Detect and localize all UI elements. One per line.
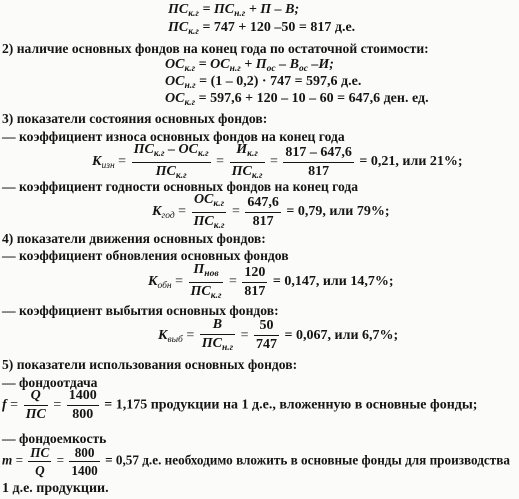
formula-k-obn: $К_{обн}$ = $\frac{П_{нов}}{ПС_{к.г}}$ = $\frac{120}{817}$ = 0,147, или 14,7%; bbox=[148, 262, 394, 301]
formula-oc-kg-general: $ОС_{к.г} = ОС_{н.г} + П_{ос} - В_{ос}$ –И; bbox=[165, 57, 334, 74]
fraction: $\frac{120}{817}$ bbox=[244, 264, 266, 299]
item-capital-intensity: — фондоемкость bbox=[2, 431, 107, 446]
section-heading-3: 3) показатели состояния основных фондов: bbox=[2, 111, 268, 126]
last-line: 1 д.е. продукции. bbox=[2, 481, 109, 496]
section-heading-5: 5) показатели использования основных фондов: bbox=[2, 357, 298, 372]
formula-k-vyb: $К_{выб}$ = $\frac{В}{ПС_{н.г}}$ = $\frac{50}{747}$ = 0,067, или 6,7%; bbox=[158, 317, 399, 353]
formula-fondoemkost: m = $\frac{ПС}{Q}$ = $\frac{800}{1400}$ = 0,57 д.е. необходимо вложить в основные фонды для производства bbox=[2, 445, 510, 479]
formula-fondootdacha: f = $\frac{Q}{ПС}$ = $\frac{1400}{800}$ = 1,175 продукции на 1 д.е., вложенную в основные фонды; bbox=[2, 388, 478, 422]
section-heading-2: 2) наличие основных фондов на конец года по остаточной стоимости: bbox=[2, 41, 429, 56]
fraction: $\frac{647,6}{817}$ bbox=[247, 194, 279, 229]
fraction: $\frac{ОС_{к.г}}{ПС_{к.г}}$ bbox=[193, 192, 225, 231]
formula-ps-kg-value: $ПС_{к.г} = 747 + 120$ –50 = 817 д.е. bbox=[168, 20, 356, 37]
formula-oc-kg-value: $ОС_{к.г} = 597,6 + 120 - 10 - 60 = 647,6$ ден. ед. bbox=[165, 91, 429, 108]
fraction: $\frac{800}{1400}$ bbox=[71, 445, 98, 479]
formula-k-izn: $К_{изн}$ = $\frac{ПС_{к.г} - ОС_{к.г}}{ПС_{к.г}}$ = $\frac{И_{к.г}}{ПС_{к.г}}$ = $\frac{817 - 647,6}{817}$ = 0,21, или 21%; bbox=[92, 142, 463, 181]
item-wear-coefficient: — коэффициент износа основных фондов на конец года bbox=[2, 129, 345, 144]
item-disposal-coefficient: — коэффициент выбытия основных фондов: bbox=[2, 303, 279, 318]
item-capital-productivity: — фондоотдача bbox=[2, 375, 98, 390]
item-renewal-coefficient: — коэффициент обновления основных фондов bbox=[2, 248, 289, 263]
fraction: $\frac{50}{747}$ bbox=[256, 318, 278, 353]
formula-oc-ng-value: $ОС_{н.г} = (1 - 0,2) \cdot 747 = 597,6$ д.е. bbox=[165, 74, 362, 91]
item-usability-coefficient: — коэффициент годности основных фондов на конец года bbox=[2, 179, 359, 194]
section-heading-4: 4) показатели движения основных фондов: bbox=[2, 231, 266, 246]
fraction: $\frac{Q}{ПС}$ bbox=[25, 388, 46, 422]
fraction: $\frac{817 - 647,6}{817}$ bbox=[285, 144, 352, 179]
fraction: $\frac{И_{к.г}}{ПС_{к.г}}$ bbox=[231, 142, 263, 181]
fraction: $\frac{ПС}{Q}$ bbox=[30, 445, 50, 479]
fraction: $\frac{П_{нов}}{ПС_{к.г}}$ bbox=[190, 262, 222, 301]
fraction: $\frac{В}{ПС_{н.г}}$ bbox=[201, 317, 234, 353]
formula-ps-kg-general: $ПС_{к.г} = ПС_{н.г} + П - В$; bbox=[168, 2, 300, 19]
formula-k-god: $К_{год}$ = $\frac{ОС_{к.г}}{ПС_{к.г}}$ = $\frac{647,6}{817}$ = 0,79, или 79%; bbox=[152, 192, 390, 231]
fraction: $\frac{ПС_{к.г} - ОС_{к.г}}{ПС_{к.г}}$ bbox=[133, 142, 209, 181]
fraction: $\frac{1400}{800}$ bbox=[68, 388, 97, 422]
